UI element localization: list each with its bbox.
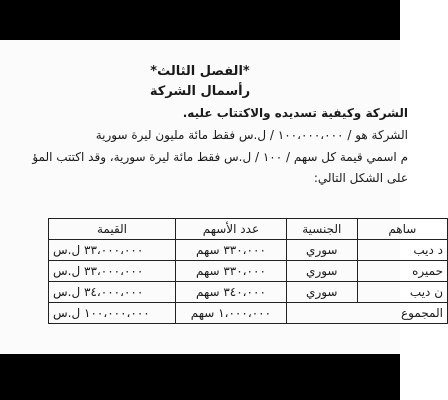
cell-nationality: سوري [286,261,357,282]
cell-total-label: المجموع [286,303,447,324]
top-frame-bar [0,0,400,40]
cell-shareholder: د ديب [357,240,447,261]
cell-shareholder: ن ديب [357,282,447,303]
table-row [49,261,448,282]
cell-total-value: ١٠٠،٠٠٠،٠٠٠ ل.س [49,303,176,324]
cell-share-count: ٣٣٠،٠٠٠ سهم [175,240,286,261]
shareholders-table [48,218,448,324]
chapter-title: *الفصل الثالث* [150,64,250,79]
cell-value: ٣٤،٠٠٠،٠٠٠ ل.س [49,282,176,303]
cell-total-share-count: ١،٠٠٠،٠٠٠ سهم [175,303,286,324]
column-header-value: القيمة [49,219,176,240]
cell-nationality: سوري [286,282,357,303]
cell-share-count: ٣٤٠،٠٠٠ سهم [175,282,286,303]
table-header-row [49,219,448,240]
paragraph-line: على الشكل التالي: [313,171,408,185]
column-header-nationality: الجنسية [286,219,357,240]
paragraph-line: الشركة هو / ١٠٠،٠٠٠،٠٠٠ / ل.س فقط مائة مليون ليرة سورية [95,128,408,142]
paragraph-line: م اسمي قيمة كل سهم / ١٠٠ / ل.س فقط مائة ليرة سورية، وقد اكتتب المؤ [32,150,408,164]
column-header-shareholder: ساهم [357,219,447,240]
cell-value: ٣٣،٠٠٠،٠٠٠ ل.س [49,261,176,282]
cell-nationality: سوري [286,240,357,261]
document-page [0,40,443,354]
table-row [49,240,448,261]
cell-value: ٣٣،٠٠٠،٠٠٠ ل.س [49,240,176,261]
section-title: رأسمال الشركة [149,84,251,99]
table-total-row [49,303,448,324]
cell-share-count: ٣٣٠،٠٠٠ سهم [175,261,286,282]
paragraph-line: الشركة وكيفية تسديده والاكتتاب عليه. [182,106,408,120]
bottom-frame-bar [0,354,400,400]
cell-shareholder: حميره [357,261,447,282]
column-header-share-count: عدد الأسهم [175,219,286,240]
table-row [49,282,448,303]
